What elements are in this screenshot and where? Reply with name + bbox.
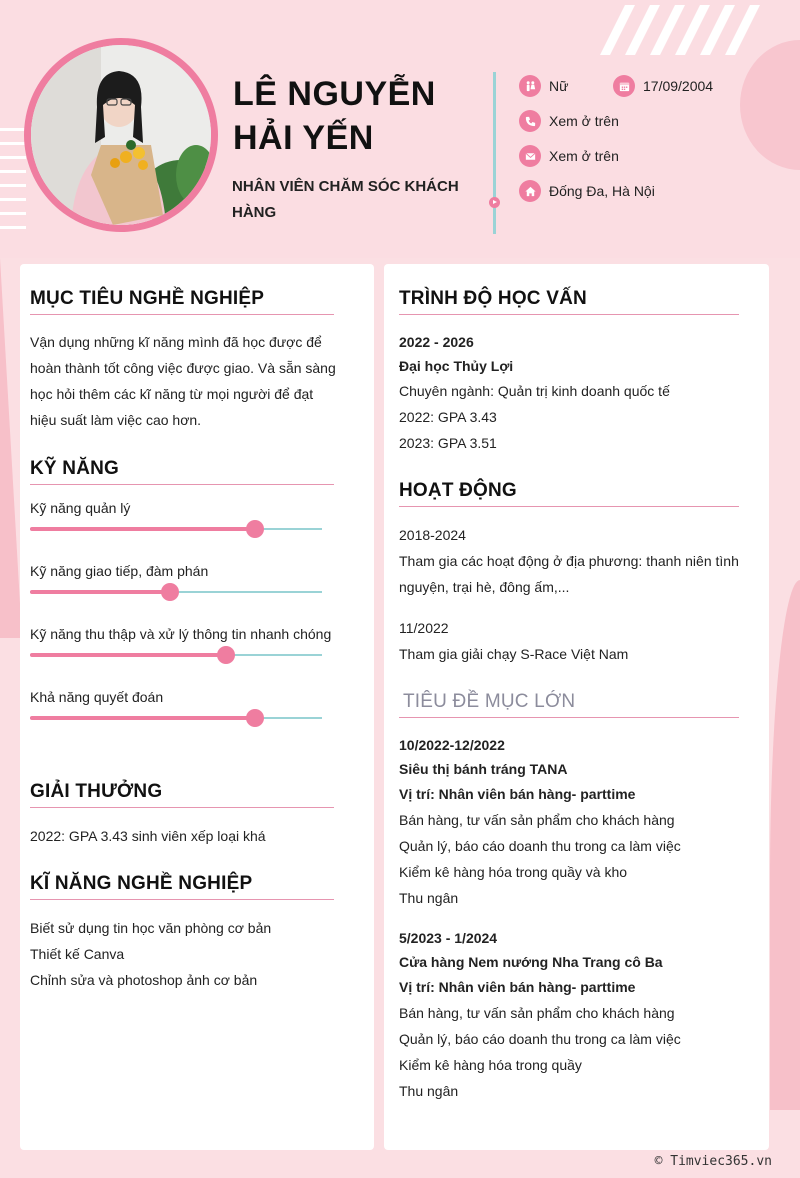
- calendar-icon: [613, 75, 635, 97]
- profile-photo-illustration: [31, 45, 211, 225]
- job-title: NHÂN VIÊN CHĂM SÓC KHÁCH HÀNG: [232, 178, 459, 221]
- email-icon: [519, 145, 541, 167]
- header-divider: [493, 72, 496, 234]
- name-line-1: LÊ NGUYỄN: [233, 75, 436, 113]
- experience-task: Kiểm kê hàng hóa trong quầy: [399, 1057, 582, 1073]
- education-title: TRÌNH ĐỘ HỌC VẤN: [399, 288, 587, 309]
- pro-skill-item: Chỉnh sửa và photoshop ảnh cơ bản: [30, 972, 258, 988]
- objective-line: Vận dụng những kĩ năng mình đã học được để: [30, 334, 322, 350]
- experience-position: Vị trí: Nhân viên bán hàng- parttime: [399, 786, 636, 802]
- awards-underline: [30, 807, 334, 808]
- pro-skills-underline: [30, 899, 334, 900]
- objective-line: hoàn thành tốt công việc được giao. Và sẵn sàng: [30, 360, 336, 376]
- award-item: 2022: GPA 3.43 sinh viên xếp loại khá: [30, 828, 266, 844]
- contact-birthdate: [613, 75, 713, 97]
- contact-email: [519, 145, 619, 167]
- experience-task: Thu ngân: [399, 1083, 459, 1099]
- education-detail: 2023: GPA 3.51: [399, 435, 497, 451]
- avatar: [24, 38, 218, 232]
- experience-task: Thu ngân: [399, 890, 459, 906]
- education-detail: 2022: GPA 3.43: [399, 409, 497, 425]
- experience-company: Cửa hàng Nem nướng Nha Trang cô Ba: [399, 954, 663, 970]
- contact-address: [519, 180, 655, 202]
- pro-skill-item: Thiết kế Canva: [30, 946, 125, 962]
- phone-icon: [519, 110, 541, 132]
- skill-bar: [30, 717, 322, 719]
- pro-skill-item: Biết sử dụng tin học văn phòng cơ bản: [30, 920, 272, 936]
- pro-skills-title: KĨ NĂNG NGHỀ NGHIỆP: [30, 873, 253, 894]
- experience-task: Kiểm kê hàng hóa trong quầy và kho: [399, 864, 628, 880]
- decorative-stripes: [580, 5, 780, 55]
- skill-label: Kỹ năng quản lý: [30, 500, 131, 516]
- experience-underline: [399, 717, 739, 718]
- activity-period: 2018-2024: [399, 527, 466, 543]
- activities-title: HOẠT ĐỘNG: [399, 480, 517, 501]
- awards-title: GIẢI THƯỞNG: [30, 781, 163, 802]
- skill-bar-fill: [30, 590, 170, 594]
- gender-icon: [519, 75, 541, 97]
- experience-task: Bán hàng, tư vấn sản phẩm cho khách hàng: [399, 812, 675, 828]
- left-column: [20, 264, 374, 1150]
- skill-bar: [30, 591, 322, 593]
- skill-label: Khả năng quyết đoán: [30, 689, 164, 705]
- skill-label: Kỹ năng thu thập và xử lý thông tin nhanh chóng: [30, 626, 332, 642]
- experience-title: TIÊU ĐỀ MỤC LỚN: [403, 691, 576, 712]
- activity-line: Tham gia các hoạt động ở địa phương: thanh niên tình: [399, 553, 739, 569]
- activities-underline: [399, 506, 739, 507]
- objective-title: MỤC TIÊU NGHỀ NGHIỆP: [30, 288, 265, 309]
- objective-underline: [30, 314, 334, 315]
- gender-value: Nữ: [549, 78, 569, 94]
- name-line-2: HẢI YẾN: [233, 119, 374, 157]
- objective-text: [30, 329, 360, 433]
- skill-label: Kỹ năng giao tiếp, đàm phán: [30, 563, 209, 579]
- experience-position: Vị trí: Nhân viên bán hàng- parttime: [399, 979, 636, 995]
- contact-phone: [519, 110, 619, 132]
- right-column: [384, 264, 769, 1150]
- skill-bar: [30, 654, 322, 656]
- skill-bar-fill: [30, 527, 255, 531]
- candidate-name: [233, 72, 493, 160]
- footer-watermark: © Timviec365.vn: [654, 1154, 772, 1169]
- education-underline: [399, 314, 739, 315]
- experience-task: Quản lý, báo cáo doanh thu trong ca làm việc: [399, 838, 681, 854]
- skill-bar-knob: [246, 520, 264, 538]
- activity-line: Tham gia giải chạy S-Race Việt Nam: [399, 646, 629, 662]
- objective-line: hiệu suất làm việc cao hơn.: [30, 412, 202, 428]
- decorative-side-shape: [770, 580, 800, 1110]
- skill-bar: [30, 528, 322, 530]
- decorative-triangle: [0, 258, 22, 638]
- phone-value: Xem ở trên: [549, 113, 619, 129]
- divider-arrow-icon: [489, 197, 500, 208]
- activity-period: 11/2022: [399, 620, 449, 636]
- skill-bar-fill: [30, 653, 226, 657]
- skill-bar-fill: [30, 716, 255, 720]
- experience-company: Siêu thị bánh tráng TANA: [399, 761, 568, 777]
- birthdate-value: 17/09/2004: [643, 78, 714, 94]
- decorative-lines: [0, 128, 26, 240]
- activity-line: nguyện, trại hè, đông ấm,...: [399, 579, 570, 595]
- education-period: 2022 - 2026: [399, 334, 474, 350]
- education-detail: Chuyên ngành: Quản trị kinh doanh quốc tế: [399, 383, 670, 399]
- skills-underline: [30, 484, 334, 485]
- skill-bar-knob: [161, 583, 179, 601]
- contact-gender: [519, 75, 568, 97]
- address-value: Đống Đa, Hà Nội: [549, 183, 655, 199]
- experience-task: Quản lý, báo cáo doanh thu trong ca làm việc: [399, 1031, 681, 1047]
- experience-period: 5/2023 - 1/2024: [399, 930, 498, 946]
- education-school: Đại học Thủy Lợi: [399, 358, 514, 374]
- skills-title: KỸ NĂNG: [30, 458, 120, 479]
- skill-bar-knob: [246, 709, 264, 727]
- email-value: Xem ở trên: [549, 148, 619, 164]
- objective-line: học hỏi thêm các kĩ năng từ mọi người để đạt: [30, 386, 314, 402]
- profile-photo: [31, 45, 211, 225]
- skill-bar-knob: [217, 646, 235, 664]
- home-icon: [519, 180, 541, 202]
- experience-task: Bán hàng, tư vấn sản phẩm cho khách hàng: [399, 1005, 675, 1021]
- experience-period: 10/2022-12/2022: [399, 737, 505, 753]
